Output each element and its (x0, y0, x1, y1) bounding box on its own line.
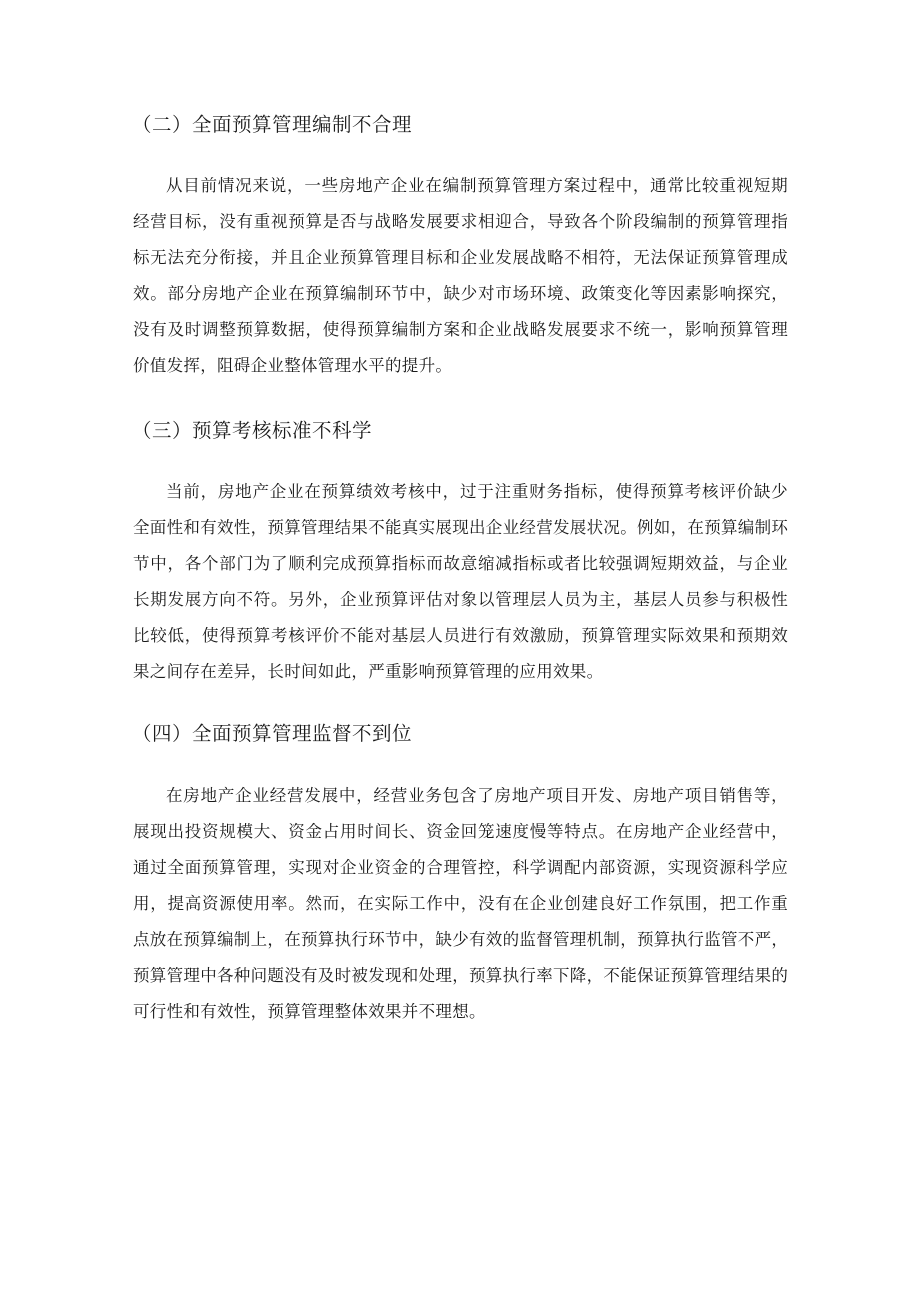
paragraph-line: 全面性和有效性，预算管理结果不能真实展现出企业经营发展状况。例如，在预算编制环 (133, 518, 789, 537)
paragraph-line: 经营目标，没有重视预算是否与战略发展要求相迎合，导致各个阶段编制的预算管理指 (133, 212, 788, 231)
paragraph-line: 标无法充分衔接，并且企业预算管理目标和企业发展战略不相符，无法保证预算管理成 (133, 248, 788, 267)
paragraph-line: 当前，房地产企业在预算绩效考核中，过于注重财务指标，使得预算考核评价缺少 (166, 482, 788, 501)
paragraph-line: 通过全面预算管理，实现对企业资金的合理管控，科学调配内部资源，实现资源科学应 (133, 858, 788, 877)
paragraph-line: 效。部分房地产企业在预算编制环节中，缺少对市场环境、政策变化等因素影响探究， (133, 284, 788, 303)
paragraph-line: 果之间存在差异，长时间如此，严重影响预算管理的应用效果。 (133, 662, 604, 681)
section-heading-4: （四）全面预算管理监督不到位 (132, 722, 413, 745)
paragraph-line: 节中，各个部门为了顺利完成预算指标而故意缩减指标或者比较强调短期效益，与企业 (133, 554, 788, 573)
paragraph-line: 长期发展方向不符。另外，企业预算评估对象以管理层人员为主，基层人员参与积极性 (133, 590, 788, 609)
paragraph-line: 价值发挥，阻碍企业整体管理水平的提升。 (133, 356, 453, 375)
paragraph-line: 可行性和有效性，预算管理整体效果并不理想。 (133, 1002, 486, 1021)
paragraph-line: 用，提高资源使用率。然而，在实际工作中，没有在企业创建良好工作氛围，把工作重 (133, 894, 788, 913)
paragraph-line: 在房地产企业经营发展中，经营业务包含了房地产项目开发、房地产项目销售等， (166, 786, 788, 805)
paragraph-line: 点放在预算编制上，在预算执行环节中，缺少有效的监督管理机制，预算执行监管不严， (133, 930, 789, 949)
section-heading-3: （三）预算考核标准不科学 (132, 419, 373, 442)
paragraph-line: 预算管理中各种问题没有及时被发现和处理，预算执行率下降，不能保证预算管理结果的 (133, 966, 789, 985)
paragraph-line: 没有及时调整预算数据，使得预算编制方案和企业战略发展要求不统一，影响预算管理 (133, 320, 788, 339)
paragraph-line: 展现出投资规模大、资金占用时间长、资金回笼速度慢等特点。在房地产企业经营中， (133, 822, 788, 841)
paragraph-line: 从目前情况来说，一些房地产企业在编制预算管理方案过程中，通常比较重视短期 (166, 176, 788, 195)
paragraph-line: 比较低，使得预算考核评价不能对基层人员进行有效激励，预算管理实际效果和预期效 (133, 626, 788, 645)
section-heading-2: （二）全面预算管理编制不合理 (132, 113, 413, 136)
